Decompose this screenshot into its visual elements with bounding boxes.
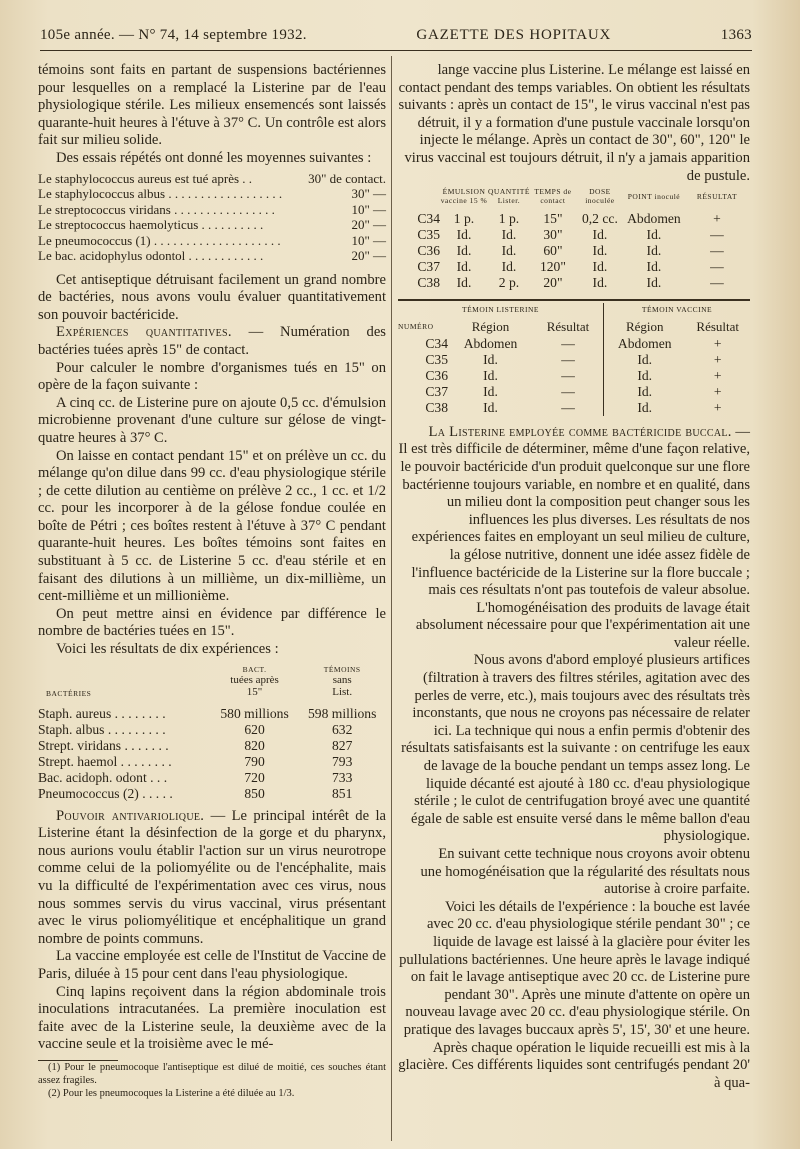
table-cell: 793 bbox=[331, 753, 353, 769]
table-cell: 790 bbox=[244, 753, 265, 769]
paragraph: témoins sont faits en partant de suspensions bactériennes pour lesquelles on a remplacé la Listerine par de l'eau physiologique stérile. Les milieux ensemencés sont laissés quarante-huit heures à l'étuve à 37° C. Un contrôle est alors fait sur milieu solide. bbox=[38, 62, 386, 149]
column-header-line: 15" bbox=[246, 685, 263, 698]
table-cell: Abdomen bbox=[463, 335, 518, 351]
table-cell: 20" — bbox=[351, 217, 386, 233]
table-cell: — bbox=[561, 367, 575, 383]
table-row bbox=[38, 171, 386, 187]
table-cell: Id. bbox=[501, 227, 517, 243]
paragraph: La vaccine employée est celle de l'Institut de Vaccine de Paris, diluée à 15 pour cent dans l'eau physiologique. bbox=[38, 948, 386, 982]
table-row bbox=[38, 770, 386, 786]
column-header: TEMPS de contact bbox=[534, 187, 572, 206]
table-cell: Id. bbox=[646, 227, 662, 243]
table-cell: Id. bbox=[483, 383, 498, 399]
table-cell: Id. bbox=[456, 275, 472, 291]
paragraph: On peut mettre ainsi en évidence par différence le nombre de bactéries tuées en 15". bbox=[38, 605, 386, 640]
table-row bbox=[38, 738, 386, 754]
journal-title: GAZETTE DES HOPITAUX bbox=[416, 26, 612, 43]
table-cell: Le pneumococcus (1) . . . . . . . . . . . . . . . . . . . . bbox=[38, 232, 281, 248]
table-cell: Id. bbox=[604, 384, 686, 400]
column-header: Résultat bbox=[546, 319, 590, 335]
table-cell: 632 bbox=[331, 721, 353, 737]
table-cell: — bbox=[561, 399, 575, 415]
table-cell: Id. bbox=[646, 259, 662, 275]
table-cell: 30" bbox=[543, 227, 563, 243]
table-cell: Le streptococcus viridans . . . . . . . . . . . . . . . . bbox=[38, 201, 275, 217]
table-cell: Le staphylococcus albus . . . . . . . . . . . . . . . . . . bbox=[38, 186, 283, 202]
column-header: ÉMULSION vaccine 15 % bbox=[440, 187, 488, 206]
vaccine-inoculation-table bbox=[398, 187, 750, 291]
paragraph: Cet antiseptique détruisant facilement un grand nombre de bactéries, nous avons voulu évaluer quantitativement son pouvoir bactéricide. bbox=[38, 271, 386, 323]
control-table bbox=[398, 303, 750, 416]
table-cell: — bbox=[710, 227, 724, 243]
table-cell: 733 bbox=[331, 769, 353, 785]
paragraph: On laisse en contact pendant 15" et on prélève un cc. du mélange qu'on dilue dans 99 cc. d'eau physiologique stérile ; de cette dilution au centième on prélève 2 cc., 1 cc. et 1/2 cc. pour les incorporer à de la gélose fondue coulée en boîte de Pétri ; ces boîtes restent à l'étuve à 37° C pendant quarante-huit heures. Les boîtes témoins sont faites en substituant à 5 cc. de Listerine 5 cc. d'eau stérile et en faisant des dilutions à un millième, un dix-millième, un cent-millième et un millionième. bbox=[38, 447, 386, 605]
paragraph: Nous avons d'abord employé plusieurs artifices (filtration à travers des filtres stériles, agitation avec des perles de verre, etc.), mais toujours avec des résultats très inconstants, que nous ne croyons pas nécessaire de relater ici. La technique qui nous a enfin permis d'obtenir des résultats satisfaisants est la suivante : on centrifuge les eaux de lavage de la bouche pendant un temps assez long. Le liquide décanté est ajouté à 180 cc. d'eau physiologique stérile ; le culot de centrifugation broyé avec une quantité égale de sable est ensuite versé dans le même ballon d'eau physiologique. bbox=[401, 652, 750, 845]
paragraph-text: — Le principal intérêt de la Listerine étant la désinfection de la gorge et du pharynx, nous aurions voulu établir l'action sur un virus neurotrope comme celui de la poliomyélite ou de l'encéphalite, mais vu la difficulté de l'expérimentation avec ces virus, nous nous sommes servis du virus vaccinal, virus présentant avec le virus poliomyélitique et encéphalitique un grand nombre de points communs. bbox=[38, 807, 387, 947]
paragraph: lange vaccine plus Listerine. Le mélange est laissé en contact pendant des temps variables. On obtient les résultats suivants : après un contact de 15", le virus vaccinal n'est pas détruit, il y a formation d'une pustule vaccinale lorsqu'on injecte le mélange. Après un contact de 30", 60", 120" le virus vaccinal est toujours détruit, il n'y a jamais apparition de pustule. bbox=[398, 62, 750, 184]
paragraph: Pour calculer le nombre d'organismes tués en 15" on opère de la façon suivante : bbox=[38, 359, 386, 394]
column-header: QUANTITÉ Lister. bbox=[488, 187, 530, 206]
table-header-row bbox=[38, 665, 386, 698]
table-cell: Abdomen bbox=[627, 211, 681, 227]
table-row bbox=[398, 275, 750, 291]
paragraph: Des essais répétés ont donné les moyennes suivantes : bbox=[56, 149, 372, 166]
table-cell: — bbox=[710, 275, 724, 291]
table-cell: — bbox=[710, 243, 724, 259]
table-row bbox=[398, 243, 750, 259]
table-cell: C35 bbox=[417, 227, 440, 243]
table-cell: + bbox=[713, 211, 721, 227]
table-row bbox=[38, 217, 386, 233]
table-cell: Id. bbox=[483, 351, 498, 367]
footnote: (2) Pour les pneumocoques la Listerine a été diluée au 1/3. bbox=[48, 1087, 295, 1099]
table-row bbox=[398, 336, 750, 352]
table-cell: C34 bbox=[417, 211, 440, 227]
table-cell: Strept. haemol . . . . . . . . bbox=[38, 753, 172, 769]
table-header-row bbox=[398, 318, 750, 336]
column-header-line: BACT. bbox=[242, 664, 267, 674]
table-header-row bbox=[398, 187, 750, 205]
table-cell: Id. bbox=[592, 275, 608, 291]
table-row bbox=[38, 202, 386, 218]
paragraph-text: — Numération des bactéries tuées après 15" de contact. bbox=[38, 324, 386, 358]
column-header: Région bbox=[471, 319, 510, 335]
table-cell: — bbox=[561, 383, 575, 399]
table-row bbox=[38, 233, 386, 249]
column-header: RÉSULTAT bbox=[696, 191, 738, 201]
left-column bbox=[38, 62, 386, 1100]
paragraph: Voici les résultats de dix expériences : bbox=[56, 641, 279, 658]
table-cell: + bbox=[713, 383, 722, 399]
table-cell: C38 bbox=[417, 275, 440, 291]
column-group-header: TÉMOIN VACCINE bbox=[604, 303, 751, 318]
table-row bbox=[38, 186, 386, 202]
table-cell: 20" bbox=[543, 275, 563, 291]
table-cell: C37 bbox=[417, 259, 440, 275]
table-row bbox=[398, 384, 750, 400]
table-cell: 851 bbox=[331, 785, 353, 801]
contact-time-table bbox=[38, 171, 386, 264]
table-row bbox=[38, 248, 386, 264]
table-cell: Strept. viridans . . . . . . . bbox=[38, 737, 169, 753]
table-cell: — bbox=[710, 259, 724, 275]
column-header bbox=[211, 665, 299, 698]
header-rule bbox=[40, 50, 752, 51]
table-cell: Bac. acidoph. odont . . . bbox=[38, 769, 168, 785]
paragraph: En suivant cette technique nous croyons avoir obtenu une homogénéisation que la régularité des résultats nous autorise à croire parfaite. bbox=[420, 846, 750, 898]
table-cell: Id. bbox=[592, 243, 608, 259]
table-cell: + bbox=[713, 399, 722, 415]
section-heading: Expériences quantitatives. bbox=[56, 324, 232, 341]
table-rule bbox=[398, 299, 750, 301]
table-cell: Id. bbox=[604, 368, 686, 384]
column-header-line: TÉMOINS bbox=[323, 664, 361, 674]
column-divider bbox=[391, 56, 392, 1141]
section-heading: La Listerine employée comme bactéricide buccal. bbox=[428, 423, 732, 440]
column-header: NUMÉRO bbox=[398, 322, 434, 332]
right-column bbox=[398, 62, 750, 1092]
paragraph bbox=[38, 324, 386, 359]
table-cell: 820 bbox=[244, 737, 265, 753]
table-cell: Id. bbox=[483, 367, 498, 383]
table-cell: Id. bbox=[592, 259, 608, 275]
table-cell: 1 p. bbox=[498, 211, 520, 227]
paragraph: Cinq lapins reçoivent dans la région abdominale trois inoculations intracutanées. La première inoculation est faite avec de la Listerine seule, la deuxième avec de la vaccine seule et la troisième avec le mé- bbox=[38, 983, 386, 1053]
table-cell: Id. bbox=[456, 243, 472, 259]
table-cell: C37 bbox=[425, 383, 448, 399]
table-cell: Abdomen bbox=[604, 336, 686, 352]
bacteria-results-table bbox=[38, 665, 386, 802]
table-cell: 120" bbox=[539, 259, 566, 275]
page-number: 1363 bbox=[720, 26, 752, 43]
paragraph: Voici les détails de l'expérience : la bouche est lavée avec 20 cc. d'eau physiologique stérile pendant 30" ; ce liquide de lavage est laissé à la glacière pour éviter les pullulations bactériennes. Une heure après le lavage indiqué on fait le lavage antiseptique avec 20 cc. de Listerine pure pendant 30". Après une minute d'attente on opère un nouveau lavage avec 20 cc. d'eau physiologique stérile. On pratique des lavages buccaux après 5', 15', 30' et une heure. Après chaque opération le liquide recueilli est mis à la glacière. Ces différents liquides sont centrifugés pendant 20' à qua- bbox=[398, 898, 750, 1091]
table-row bbox=[398, 368, 750, 384]
table-cell: 720 bbox=[244, 769, 265, 785]
paragraph-text: — Il est très difficile de déterminer, même d'une façon relative, le pouvoir bactéricide d'un produit quelconque sur une flore bactérienne toujours variable, en nombre et en qualité, dans un milieu dont la composition peut changer sous les influences les plus diverses. Les résultats de nos expériences faites en employant un seul milieu de culture, la gélose nutritive, donnent une idée assez fidèle de l'influence bactéricide de la Listerine sur la flore buccale ; mais ces résultats n'ont pas toutefois de valeur absolue. bbox=[398, 423, 750, 599]
table-row bbox=[38, 706, 386, 722]
table-row bbox=[38, 786, 386, 802]
table-cell: Id. bbox=[456, 227, 472, 243]
footnote: (1) Pour le pneumocoque l'antiseptique est dilué de moitié, ces souches étant assez fragiles. bbox=[38, 1061, 386, 1086]
column-header: Résultat bbox=[696, 319, 740, 335]
table-cell: + bbox=[713, 351, 722, 367]
table-cell: 15" bbox=[543, 211, 563, 227]
table-cell: Staph. aureus . . . . . . . . bbox=[38, 705, 166, 721]
table-row bbox=[398, 400, 750, 416]
column-header: Région bbox=[604, 318, 686, 336]
table-cell: C34 bbox=[425, 335, 448, 351]
column-header: DOSE inoculée bbox=[585, 187, 615, 206]
section-heading: Pouvoir antivariolique. bbox=[56, 807, 205, 824]
table-cell: Le bac. acidophylus odontol . . . . . . . . . . . . bbox=[38, 248, 264, 264]
table-cell: C36 bbox=[417, 243, 440, 259]
table-cell: Id. bbox=[592, 227, 608, 243]
table-cell: Id. bbox=[604, 400, 686, 416]
table-cell: 2 p. bbox=[498, 275, 520, 291]
table-cell: Id. bbox=[646, 275, 662, 291]
table-cell: C35 bbox=[425, 351, 448, 367]
table-cell: Le streptococcus haemolyticus . . . . . . . . . . bbox=[38, 217, 264, 233]
table-row bbox=[398, 211, 750, 227]
table-cell: — bbox=[561, 351, 575, 367]
column-header-line: tuées après bbox=[230, 673, 279, 686]
table-row bbox=[38, 754, 386, 770]
table-cell: 620 bbox=[244, 721, 265, 737]
table-cell: 30" de contact. bbox=[308, 170, 386, 186]
table-cell: 10" — bbox=[351, 232, 386, 248]
table-cell: 827 bbox=[331, 737, 353, 753]
table-cell: 850 bbox=[244, 785, 265, 801]
table-cell: Staph. albus . . . . . . . . . bbox=[38, 721, 166, 737]
table-group-header-row bbox=[398, 303, 750, 318]
table-cell: 60" bbox=[543, 243, 563, 259]
paragraph: L'homogénéisation des produits de lavage était absolument nécessaire pour que l'expérimentation ait une valeur réelle. bbox=[415, 599, 750, 651]
table-row bbox=[38, 722, 386, 738]
table-cell: Le staphylococcus aureus est tué après . . bbox=[38, 170, 253, 186]
running-header bbox=[40, 22, 752, 48]
table-cell: — bbox=[561, 335, 575, 351]
column-group-header: TÉMOIN LISTERINE bbox=[462, 305, 539, 315]
table-cell: 0,2 cc. bbox=[581, 211, 618, 227]
column-header: BACTÉRIES bbox=[46, 688, 92, 698]
table-cell: + bbox=[713, 367, 722, 383]
column-header-line: sans bbox=[332, 673, 352, 686]
paragraph bbox=[398, 424, 750, 600]
table-row bbox=[398, 259, 750, 275]
table-cell: Pneumococcus (2) . . . . . bbox=[38, 785, 173, 801]
table-cell: C36 bbox=[425, 367, 448, 383]
column-header bbox=[298, 665, 386, 698]
table-cell: Id. bbox=[456, 259, 472, 275]
table-cell: Id. bbox=[501, 259, 517, 275]
column-header-line: List. bbox=[332, 685, 353, 698]
table-cell: Id. bbox=[646, 243, 662, 259]
table-cell: Id. bbox=[483, 399, 498, 415]
table-cell: 30" — bbox=[351, 186, 386, 202]
table-cell: 10" — bbox=[351, 201, 386, 217]
table-cell: + bbox=[713, 335, 722, 351]
issue-info: 105e année. — N° 74, 14 septembre 1932. bbox=[40, 26, 307, 43]
table-row bbox=[398, 352, 750, 368]
column-header: POINT inoculé bbox=[627, 191, 681, 201]
paragraph bbox=[38, 808, 386, 949]
table-cell: 580 millions bbox=[220, 705, 289, 721]
table-cell: 1 p. bbox=[453, 211, 475, 227]
table-cell: 598 millions bbox=[308, 705, 377, 721]
table-cell: 20" — bbox=[351, 248, 386, 264]
table-cell: Id. bbox=[604, 352, 686, 368]
table-cell: C38 bbox=[425, 399, 448, 415]
table-row bbox=[398, 227, 750, 243]
paragraph: A cinq cc. de Listerine pure on ajoute 0,5 cc. d'émulsion microbienne provenant d'une culture sur gélose de vingt-quatre heures à 37° C. bbox=[38, 394, 386, 446]
table-cell: Id. bbox=[501, 243, 517, 259]
